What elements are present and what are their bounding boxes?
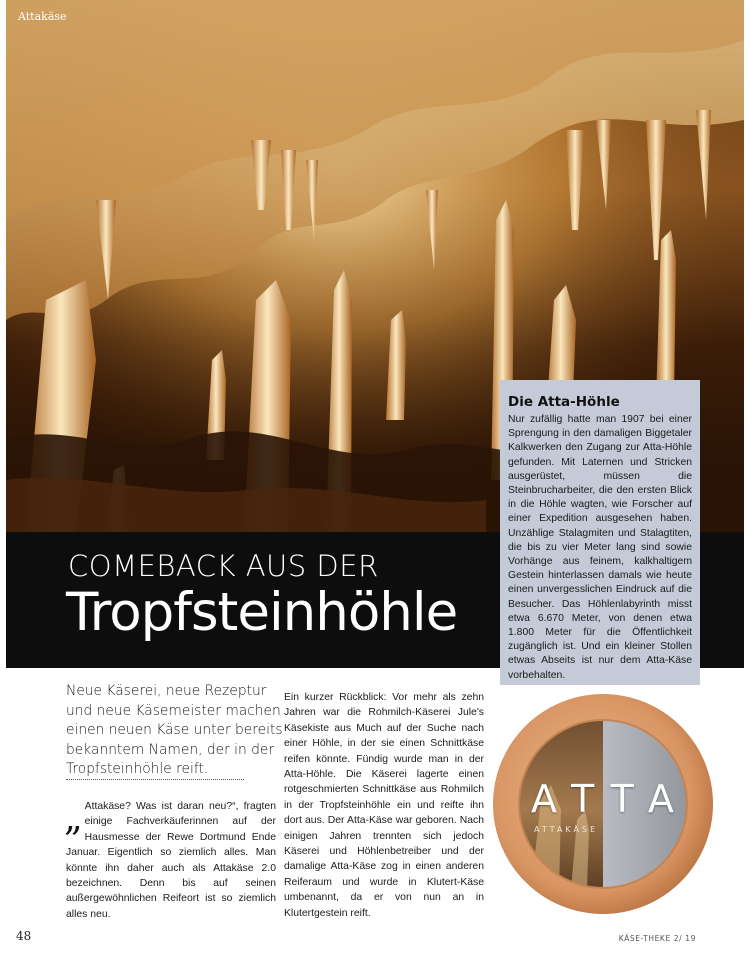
headline-line1: COMEBACK AUS DER	[68, 549, 379, 583]
info-sidebar	[500, 380, 700, 685]
lead-divider	[66, 779, 244, 780]
cheese-sub-label: ATTAKÄSE	[534, 825, 599, 834]
body-column-left-text: Attakäse? Was ist daran neu?“, fragten einige Fachverkäuferinnen auf der Hausmesse der Rewe Dortmund Ende Januar. Eigentlich so ziemlich alles. Man könnte ihn daher auch als Attakäse 2.0 bezeichnen. Denn bis auf seinen außergewöhnlichen Reifeort ist so ziemlich alles neu.	[66, 801, 276, 920]
section-label: Attakäse	[18, 10, 67, 23]
cheese-brand-label: ATTA	[531, 777, 691, 821]
sidebar-title: Die Atta-Höhle	[508, 394, 620, 410]
body-column-left	[66, 799, 276, 922]
body-column-middle: Ein kurzer Rückblick: Vor mehr als zehn Jahren war die Rohmilch-Käserei Jule's Käsekiste aus Much auf der Suche nach einer Höhle, in der sie einen Schnittkäse reifen könnte. Fündig wurde man in der Atta-Höhle. Die Käserei lagerte einen rotgeschmierten Schnittkäse aus Rohmilch in der Tropfsteinhöhle ein und reifte ihn dort aus. Der Atta-Käse war geboren. Nach einigen Jahren trennten sich jedoch Käserei und Höhlenbetreiber und der damalige Atta-Käse zog in einen anderen Reiferaum und wurde in Klutert-Käse umbenannt, da er von nun an in Klutertgestein reift.	[284, 692, 484, 919]
page-number: 48	[16, 929, 32, 943]
lead-paragraph: Neue Käserei, neue Rezeptur und neue Käsemeister machen einen neuen Käse unter bereits bekanntem Namen, der in der Tropfsteinhöhle reift.	[66, 683, 283, 777]
issue-label: KÄSE-THEKE 2/ 19	[618, 934, 696, 943]
sidebar-text: Nur zufällig hatte man 1907 bei einer Sprengung in den damaligen Biggetaler Kalkwerken den Zugang zur Atta-Höhle gefunden. Mit Laternen und Stricken ausgerüstet, müssen die Steinbrucharbeiter, die den ersten Blick in die Höhle wagten, wie Forscher auf einer Expedition ausgesehen haben. Unzählige Stalagmiten und Stalagtiten, die bis zu vier Meter lang sind sowie Vorhänge aus feinem, kalkhaltigem Gestein hinterlassen damals wie heute einen unvergesslichen Eindruck auf die Besucher. Das Höhlenlabyrinth misst etwa 6.670 Meter, von denen etwa 1.800 Meter für die Öffentlichkeit zugänglich ist. Und ein kleiner Stollen etwas Abseits ist nur dem Atta-Käse vorbehalten.	[508, 414, 692, 681]
opening-quote: „	[64, 798, 83, 839]
headline-line2: Tropfsteinhöhle	[66, 582, 458, 643]
